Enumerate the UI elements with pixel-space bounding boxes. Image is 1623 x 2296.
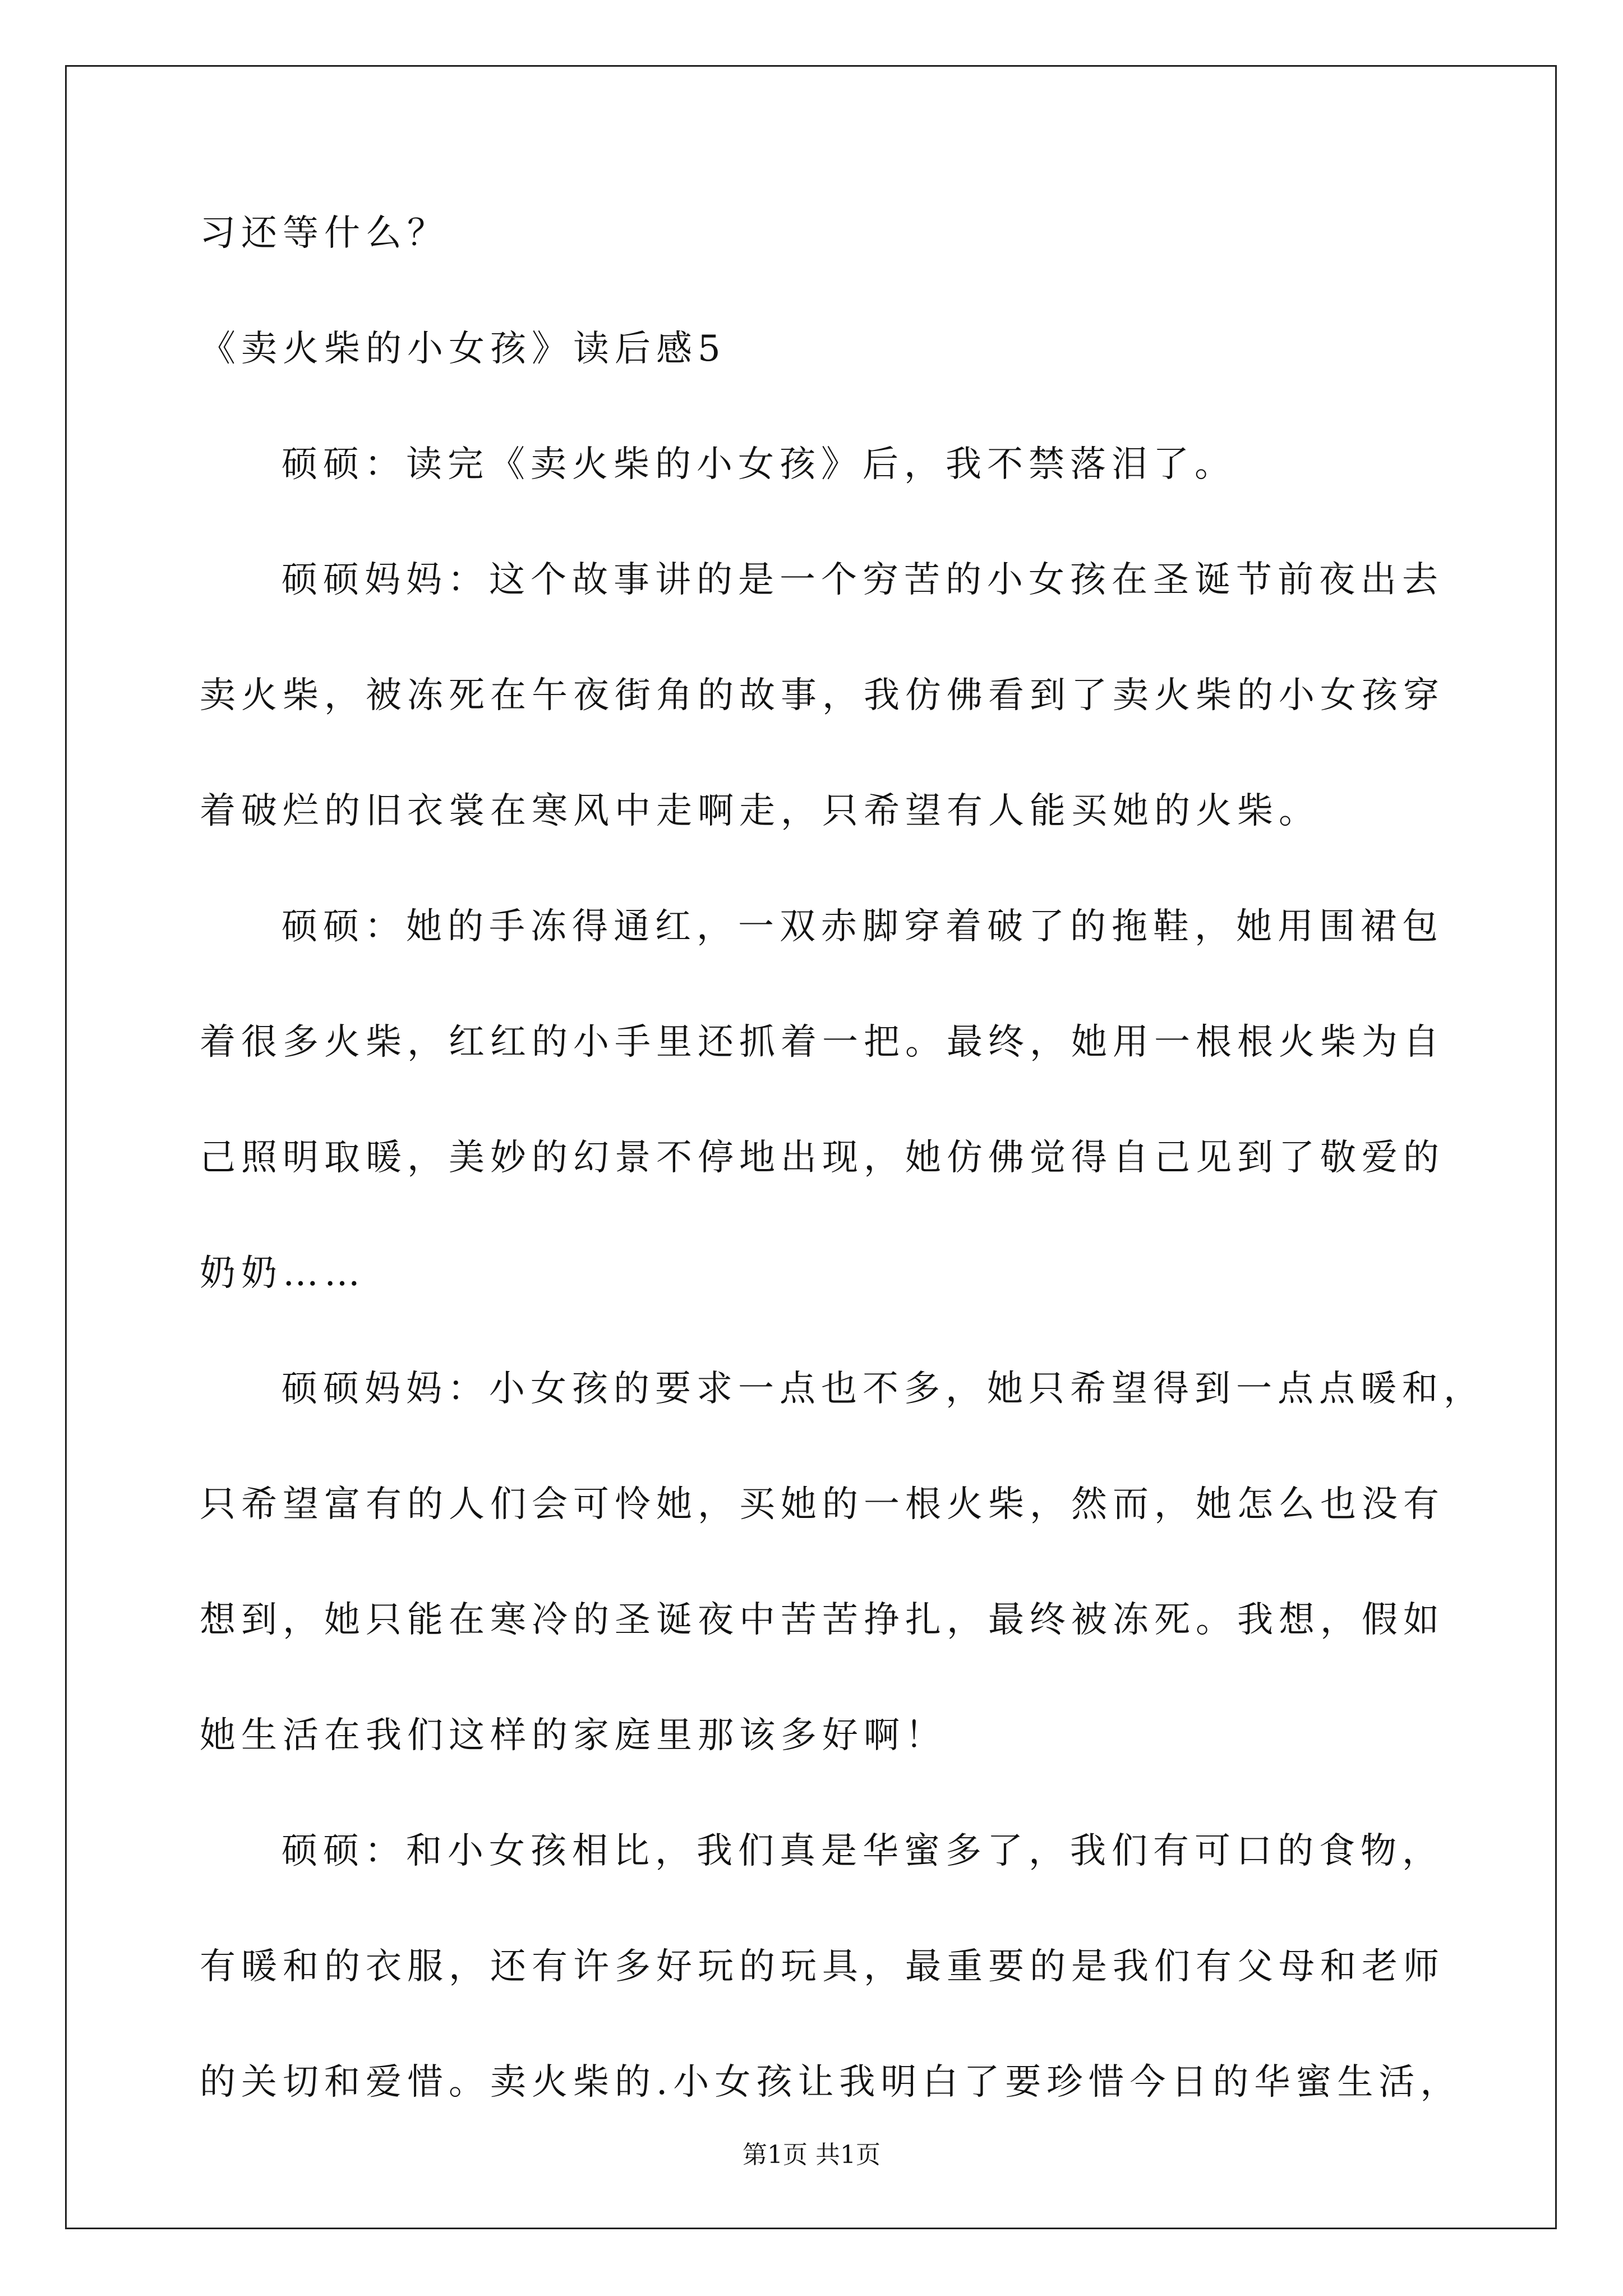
text-line: 硕硕：她的手冻得通红，一双赤脚穿着破了的拖鞋，她用围裙包 [282,906,1444,947]
text-line: 硕硕：和小女孩相比，我们真是华蜜多了，我们有可口的食物， [282,1830,1444,1872]
text-line: 硕硕妈妈：小女孩的要求一点也不多，她只希望得到一点点暖和， [282,1368,1485,1410]
text-line: 着破烂的旧衣裳在寒风中走啊走，只希望有人能买她的火柴。 [200,790,1320,832]
text-line: 硕硕：读完《卖火柴的小女孩》后，我不禁落泪了。 [282,444,1236,485]
text-line: 想到，她只能在寒冷的圣诞夜中苦苦挣扎，最终被冻死。我想，假如 [200,1599,1445,1641]
text-line: 着很多火柴，红红的小手里还抓着一把。最终，她用一根根火柴为自 [200,1022,1445,1063]
text-line: 的关切和爱惜。卖火柴的.小女孩让我明白了要珍惜今日的华蜜生活， [200,2062,1462,2103]
text-line: 习还等什么？ [200,213,449,254]
text-line: 硕硕妈妈：这个故事讲的是一个穷苦的小女孩在圣诞节前夜出去 [282,559,1444,601]
text-line: 她生活在我们这样的家庭里那该多好啊！ [200,1715,947,1756]
page-footer: 第1页 共1页 [743,2141,880,2169]
text-line: 《卖火柴的小女孩》读后感5 [200,328,726,370]
text-line: 奶奶…… [200,1253,366,1294]
text-line: 只希望富有的人们会可怜她，买她的一根火柴，然而，她怎么也没有 [200,1484,1445,1525]
text-line: 有暖和的衣服，还有许多好玩的玩具，最重要的是我们有父母和老师 [200,1946,1445,1987]
text-line: 卖火柴，被冻死在午夜街角的故事，我仿佛看到了卖火柴的小女孩穿 [200,675,1445,716]
text-line: 己照明取暖，美妙的幻景不停地出现，她仿佛觉得自己见到了敬爱的 [200,1137,1445,1179]
